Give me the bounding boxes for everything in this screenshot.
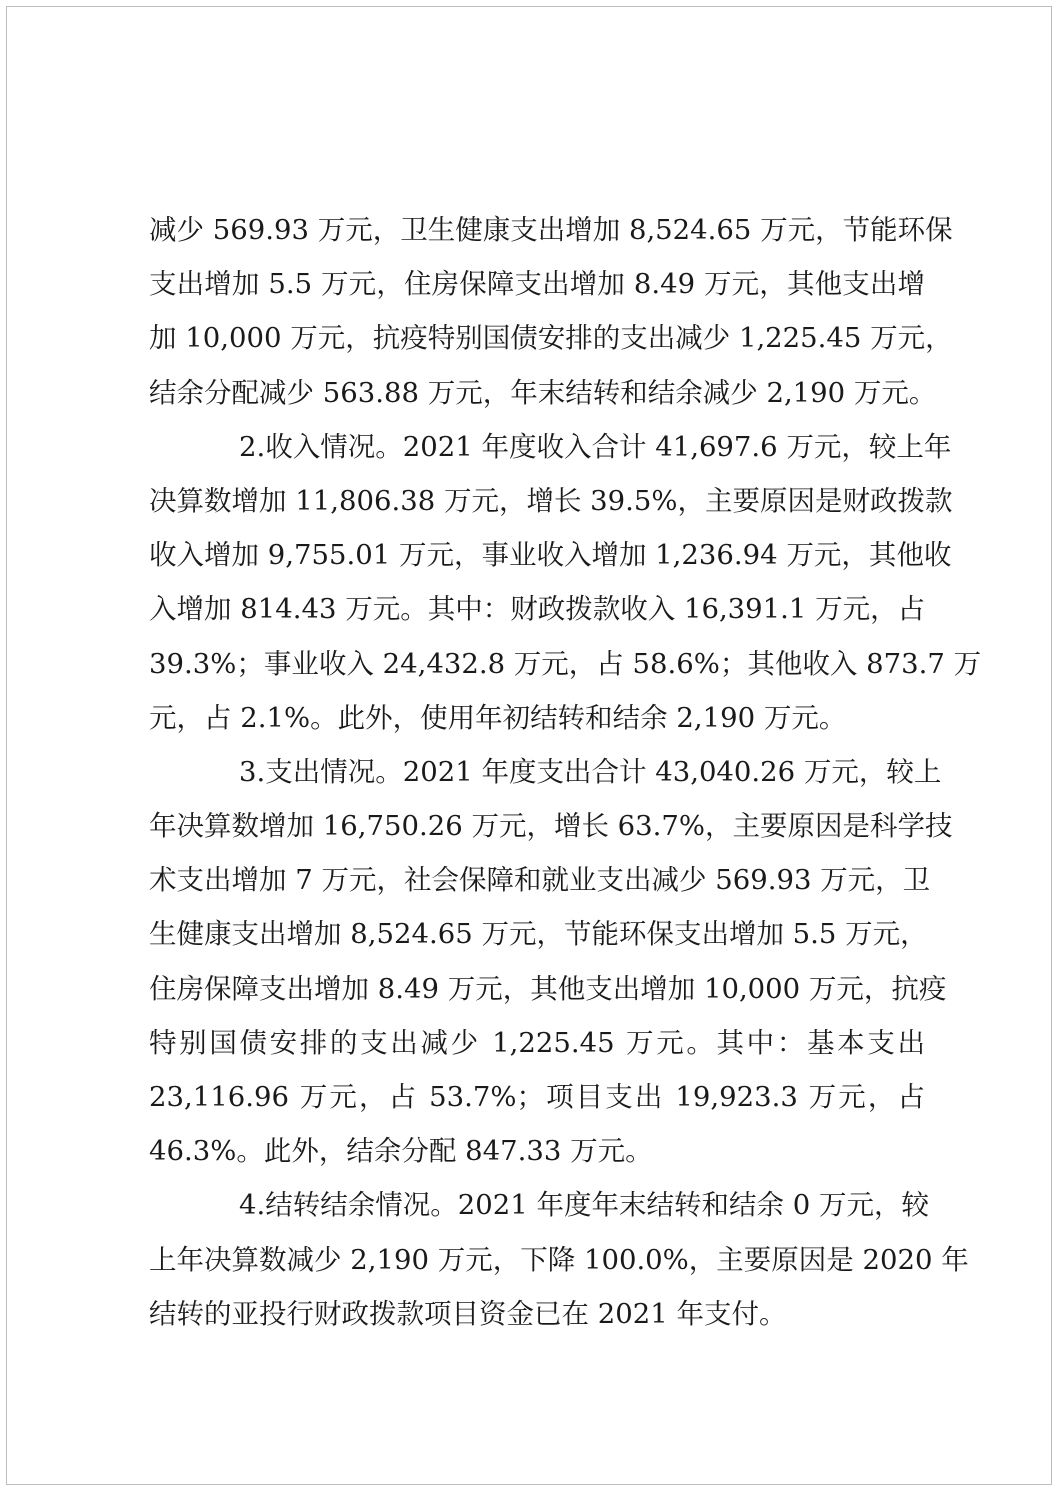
- text-line: 入增加 814.43 万元。其中：财政拨款收入 16,391.1 万元，占: [149, 593, 926, 626]
- text-line: 特别国债安排的支出减少 1,225.45 万元。其中：基本支出: [149, 1026, 925, 1059]
- text-line: 生健康支出增加 8,524.65 万元，节能环保支出增加 5.5 万元，: [149, 918, 928, 951]
- text-line: 年决算数增加 16,750.26 万元，增长 63.7%，主要原因是科学技: [149, 810, 953, 843]
- text-line: 决算数增加 11,806.38 万元，增长 39.5%，主要原因是财政拨款: [149, 484, 953, 517]
- paragraph-carryover: [149, 1178, 969, 1341]
- document-body: [149, 203, 982, 1341]
- text-line: 上年决算数减少 2,190 万元，下降 100.0%，主要原因是 2020 年: [149, 1243, 969, 1276]
- text-line: 住房保障支出增加 8.49 万元，其他支出增加 10,000 万元，抗疫: [149, 972, 947, 1005]
- paragraph-continued: [149, 203, 953, 420]
- document-page: [6, 6, 1052, 1485]
- text-line: 2.收入情况。2021 年度收入合计 41,697.6 万元，较上年: [239, 430, 952, 463]
- text-line: 加 10,000 万元，抗疫特别国债安排的支出减少 1,225.45 万元，: [149, 322, 953, 355]
- text-line: 支出增加 5.5 万元，住房保障支出增加 8.49 万元，其他支出增: [149, 268, 925, 301]
- text-line: 收入增加 9,755.01 万元，事业收入增加 1,236.94 万元，其他收: [149, 539, 952, 572]
- text-line: 结转的亚投行财政拨款项目资金已在 2021 年支付。: [149, 1297, 787, 1330]
- text-line: 39.3%；事业收入 24,432.8 万元，占 58.6%；其他收入 873.7 万: [149, 647, 982, 680]
- text-line: 4.结转结余情况。2021 年度年末结转和结余 0 万元，较: [239, 1189, 929, 1222]
- text-line: 46.3%。此外，结余分配 847.33 万元。: [149, 1135, 653, 1168]
- paragraph-income: [149, 420, 982, 745]
- text-line: 3.支出情况。2021 年度支出合计 43,040.26 万元，较上: [239, 755, 942, 788]
- text-line: 减少 569.93 万元，卫生健康支出增加 8,524.65 万元，节能环保: [149, 214, 953, 246]
- text-line: 23,116.96 万元，占 53.7%；项目支出 19,923.3 万元，占: [149, 1081, 925, 1113]
- paragraph-expenditure: [149, 745, 953, 1179]
- text-line: 元，占 2.1%。此外，使用年初结转和结余 2,190 万元。: [149, 701, 847, 734]
- text-line: 术支出增加 7 万元，社会保障和就业支出减少 569.93 万元，卫: [149, 864, 931, 897]
- text-line: 结余分配减少 563.88 万元，年末结转和结余减少 2,190 万元。: [149, 376, 937, 409]
